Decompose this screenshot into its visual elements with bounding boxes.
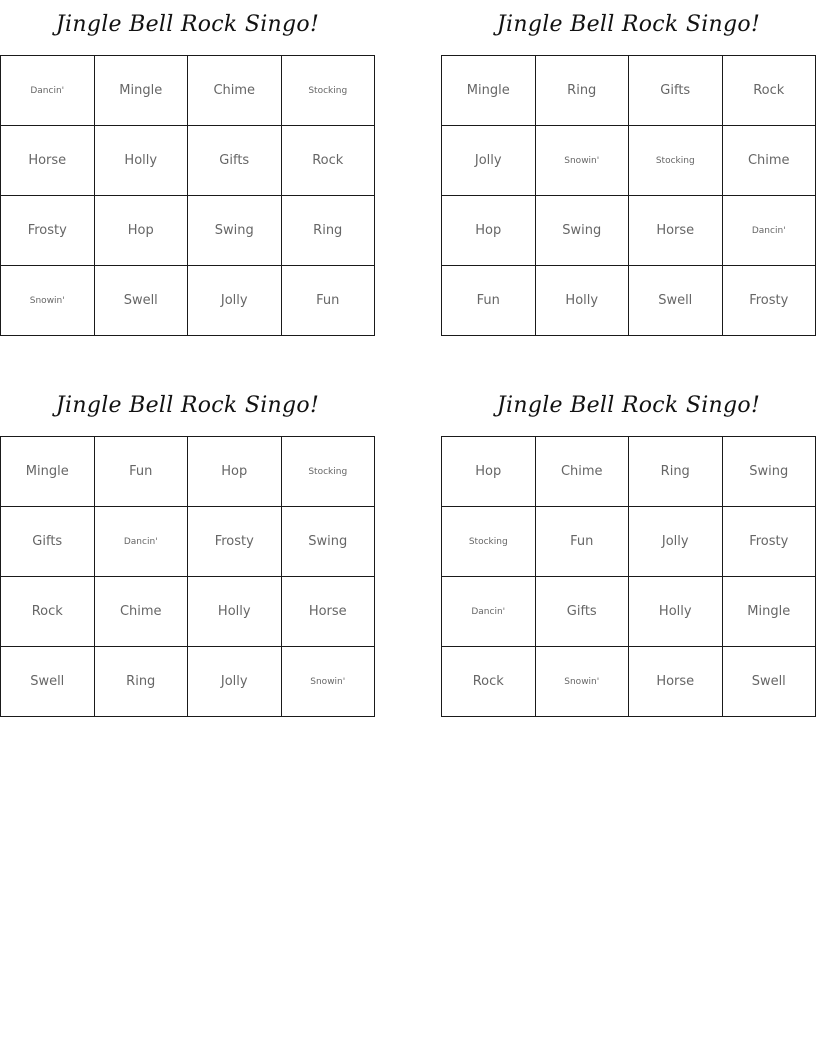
card-title: Jingle Bell Rock Singo! — [496, 12, 761, 37]
bingo-grid — [441, 436, 816, 717]
grid-cell: Jolly — [188, 266, 282, 336]
grid-cell: Gifts — [1, 507, 95, 577]
grid-row — [442, 577, 816, 647]
grid-cell: Holly — [535, 266, 629, 336]
grid-row — [1, 507, 375, 577]
grid-row — [442, 266, 816, 336]
grid-cell: Stocking — [442, 507, 536, 577]
grid-cell: Rock — [442, 647, 536, 717]
grid-cell: Hop — [188, 437, 282, 507]
grid-cell: Jolly — [629, 507, 723, 577]
grid-cell: Holly — [188, 577, 282, 647]
grid-cell: Swing — [722, 437, 816, 507]
grid-cell: Frosty — [188, 507, 282, 577]
card-title: Jingle Bell Rock Singo! — [496, 393, 761, 418]
grid-cell: Chime — [535, 437, 629, 507]
grid-cell: Swell — [1, 647, 95, 717]
card-title: Jingle Bell Rock Singo! — [55, 393, 320, 418]
bingo-grid — [0, 55, 375, 336]
grid-cell: Horse — [281, 577, 375, 647]
grid-row — [1, 647, 375, 717]
grid-cell: Holly — [94, 126, 188, 196]
bingo-grid — [441, 55, 816, 336]
grid-cell: Mingle — [722, 577, 816, 647]
grid-cell: Mingle — [94, 56, 188, 126]
grid-cell: Dancin' — [722, 196, 816, 266]
bingo-card-3 — [0, 381, 375, 717]
grid-row — [442, 56, 816, 126]
grid-row — [442, 437, 816, 507]
grid-cell: Frosty — [722, 266, 816, 336]
grid-cell: Gifts — [629, 56, 723, 126]
grid-cell: Fun — [281, 266, 375, 336]
grid-cell: Chime — [94, 577, 188, 647]
grid-cell: Swell — [722, 647, 816, 717]
grid-row — [1, 266, 375, 336]
grid-cell: Chime — [188, 56, 282, 126]
grid-cell: Swing — [535, 196, 629, 266]
grid-cell: Snowin' — [535, 126, 629, 196]
bingo-card-1 — [0, 0, 375, 336]
grid-cell: Ring — [535, 56, 629, 126]
grid-cell: Ring — [629, 437, 723, 507]
grid-cell: Horse — [629, 647, 723, 717]
grid-cell: Fun — [94, 437, 188, 507]
grid-cell: Snowin' — [281, 647, 375, 717]
grid-cell: Rock — [1, 577, 95, 647]
grid-cell: Snowin' — [535, 647, 629, 717]
grid-cell: Swing — [188, 196, 282, 266]
grid-cell: Chime — [722, 126, 816, 196]
grid-cell: Horse — [1, 126, 95, 196]
grid-row — [1, 577, 375, 647]
grid-cell: Stocking — [281, 56, 375, 126]
grid-cell: Swing — [281, 507, 375, 577]
grid-cell: Stocking — [281, 437, 375, 507]
bingo-card-2 — [441, 0, 816, 336]
grid-cell: Swell — [629, 266, 723, 336]
grid-cell: Fun — [535, 507, 629, 577]
grid-cell: Ring — [281, 196, 375, 266]
grid-cell: Frosty — [722, 507, 816, 577]
grid-cell: Swell — [94, 266, 188, 336]
grid-row — [442, 647, 816, 717]
grid-cell: Hop — [442, 437, 536, 507]
card-title: Jingle Bell Rock Singo! — [55, 12, 320, 37]
grid-cell: Fun — [442, 266, 536, 336]
grid-row — [1, 126, 375, 196]
grid-cell: Jolly — [442, 126, 536, 196]
grid-row — [1, 56, 375, 126]
grid-cell: Dancin' — [1, 56, 95, 126]
grid-cell: Horse — [629, 196, 723, 266]
grid-cell: Gifts — [535, 577, 629, 647]
grid-cell: Stocking — [629, 126, 723, 196]
grid-cell: Hop — [94, 196, 188, 266]
grid-row — [442, 507, 816, 577]
grid-cell: Mingle — [1, 437, 95, 507]
grid-cell: Hop — [442, 196, 536, 266]
grid-row — [442, 126, 816, 196]
grid-cell: Ring — [94, 647, 188, 717]
grid-cell: Rock — [722, 56, 816, 126]
grid-cell: Dancin' — [94, 507, 188, 577]
grid-cell: Snowin' — [1, 266, 95, 336]
grid-row — [1, 437, 375, 507]
bingo-grid — [0, 436, 375, 717]
grid-row — [442, 196, 816, 266]
grid-row — [1, 196, 375, 266]
grid-cell: Dancin' — [442, 577, 536, 647]
grid-cell: Gifts — [188, 126, 282, 196]
grid-cell: Frosty — [1, 196, 95, 266]
grid-cell: Holly — [629, 577, 723, 647]
grid-cell: Rock — [281, 126, 375, 196]
bingo-card-4 — [441, 381, 816, 717]
grid-cell: Jolly — [188, 647, 282, 717]
grid-cell: Mingle — [442, 56, 536, 126]
